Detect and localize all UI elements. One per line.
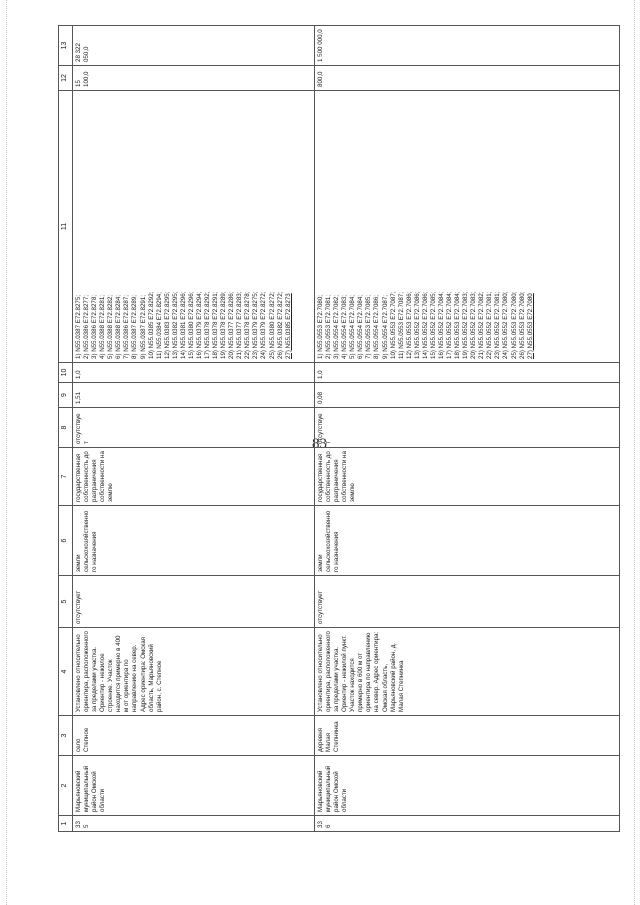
coordinate-item: 26) N55.0553 E72.7080; — [518, 291, 526, 359]
col12-cell: 15 100,0 — [73, 66, 315, 91]
col-header: 6 — [59, 506, 73, 576]
coordinate-item: 17) N55.0552 E72.7084; — [446, 291, 453, 359]
coordinates-cell — [73, 91, 315, 363]
coordinate-item: 8) N55.0387 E72.8289; — [131, 295, 139, 359]
col-header: 7 — [59, 448, 73, 506]
coordinate-item: 4) N55.0554 E72.7083; — [341, 295, 349, 359]
coordinate-item: 21) N55.0377 E72.8283; — [236, 291, 244, 359]
coordinate-item: 12) N55.0553 E72.7086; — [405, 291, 413, 359]
col-header: 9 — [59, 383, 73, 408]
coordinate-item: 14) N55.0381 E72.8296; — [179, 291, 187, 359]
coordinate-item: 27) N55.0553 E72.7080 — [526, 293, 534, 359]
coordinate-item: 23) N55.0379 E72.8275; — [252, 291, 260, 359]
coordinate-item: 18) N55.0553 E72.7084; — [454, 291, 462, 359]
coordinate-item: 18) N55.0378 E72.8291; — [212, 291, 220, 359]
ownership-cell: государственная собственность до разграничения собственности на землю — [73, 448, 315, 506]
col-header: 4 — [59, 628, 73, 716]
col10-cell: 1,0 — [73, 363, 315, 383]
coordinates-cell — [315, 91, 620, 363]
coordinate-item: 1) N55.0387 E72.8275; — [75, 295, 82, 359]
coordinate-item: 12) N55.0383 E72.8295; — [163, 291, 171, 359]
coordinate-item: 4) N55.0388 E72.8281; — [99, 295, 107, 359]
coordinate-item: 11) N55.0384 E72.8294; — [155, 292, 163, 359]
coordinate-item: 13) N55.0552 E72.7086; — [413, 291, 421, 359]
table-row — [73, 26, 315, 832]
coordinate-item: 2) N55.0386 E72.8277; — [83, 295, 91, 359]
row-number: 336 — [315, 816, 620, 832]
coordinate-item: 16) N55.0379 E72.8294; — [195, 291, 203, 359]
coordinate-item: 7) N55.0386 E72.8287; — [123, 295, 131, 359]
coordinate-item: 22) N55.0378 E72.8278; — [244, 291, 252, 359]
coordinate-item: 23) N55.0552 E72.7081; — [494, 291, 502, 359]
coordinate-item: 19) N55.0552 E72.7083; — [462, 291, 470, 359]
land-plots-table — [58, 25, 620, 832]
coordinate-item: 13) N55.0382 E72.8295; — [171, 291, 179, 359]
coordinate-item: 6) N55.0388 E72.8284; — [115, 295, 123, 359]
coordinate-item: 26) N55.0382 E72.8272; — [276, 291, 284, 359]
col-header: 11 — [59, 91, 73, 363]
col8-cell: отсутствует — [315, 408, 620, 448]
settlement-cell: село Степное — [73, 716, 315, 756]
category-cell: земли сельскохозяйственного назначения — [315, 506, 620, 576]
coordinate-item: 20) N55.0377 E72.8286; — [228, 291, 236, 359]
rotated-table-container — [58, 26, 631, 832]
coordinate-item: 16) N55.0552 E72.7084; — [437, 291, 445, 359]
col-header: 10 — [59, 363, 73, 383]
coordinate-item: 11) N55.0553 E72.7087; — [397, 292, 405, 359]
coordinate-list — [75, 94, 293, 359]
col12-cell: 800,0 — [315, 66, 620, 91]
coordinate-list — [317, 94, 535, 359]
category-cell: земли сельскохозяйственного назначения — [73, 506, 315, 576]
col13-cell: 28 322 050,0 — [73, 26, 315, 66]
col-header: 13 — [59, 26, 73, 66]
ownership-cell: государственная собственность до разграничения собственности на землю — [315, 448, 620, 506]
location-cell: Установлено относительно ориентира, расположенного за пределами участка. Ориентир - нежилое строение. Участок находится примерно в 400 м от ориентира по направлению на север. Адрес ориентира: Омская область, Марьяновский район, с. Степное — [73, 628, 315, 716]
col-header: 1 — [59, 816, 73, 832]
col9-cell: 1,51 — [73, 383, 315, 408]
coordinate-item: 15) N55.0552 E72.7085; — [429, 291, 437, 359]
coordinate-item: 19) N55.0378 E72.8289; — [220, 291, 228, 359]
coordinate-item: 10) N55.0553 E72.7087; — [389, 291, 397, 359]
settlement-cell: деревня Малая Степнинка — [315, 716, 620, 756]
district-cell: Марьяновский муниципальный район Омской области — [315, 756, 620, 816]
coordinate-item: 9) N55.0554 E72.7087; — [381, 295, 389, 359]
scan-edge-left — [6, 0, 7, 905]
row-number: 335 — [73, 816, 315, 832]
col8-cell: отсутствует — [73, 408, 315, 448]
col-header: 3 — [59, 716, 73, 756]
coordinate-item: 25) N55.0380 E72.8272; — [268, 291, 276, 359]
coordinate-item: 6) N55.0554 E72.7084; — [357, 295, 365, 359]
coordinate-item: 2) N55.0553 E72.7081; — [325, 295, 333, 359]
scan-edge-right — [634, 0, 635, 905]
encumbrance-cell: отсутствует — [73, 576, 315, 628]
col-header: 2 — [59, 756, 73, 816]
coordinate-item: 1) N55.0553 E72.7080; — [317, 295, 324, 359]
coordinate-item: 9) N55.0387 E72.8291; — [139, 295, 147, 359]
coordinate-item: 3) N55.0386 E72.8278; — [91, 295, 99, 359]
coordinate-item: 27) N55.0385 E72.8273 — [284, 293, 292, 359]
encumbrance-cell: отсутствует — [315, 576, 620, 628]
header-row — [59, 26, 73, 832]
coordinate-item: 5) N55.0554 E72.7084; — [349, 295, 357, 359]
col-header: 5 — [59, 576, 73, 628]
district-cell: Марьяновский муниципальный район Омской области — [73, 756, 315, 816]
coordinate-item: 25) N55.0553 E72.7080; — [510, 291, 518, 359]
coordinate-item: 3) N55.0554 E72.7082; — [333, 295, 341, 359]
col-header: 12 — [59, 66, 73, 91]
coordinate-item: 24) N55.0552 E72.7080; — [502, 291, 510, 359]
coordinate-item: 10) N55.0385 E72.8292; — [147, 291, 155, 359]
coordinate-item: 7) N55.0553 E72.7085; — [365, 295, 373, 359]
col13-cell: 1 500 000,0 — [315, 26, 620, 66]
coordinate-item: 5) N55.0388 E72.8282; — [107, 295, 115, 359]
location-cell: Установлено относительно ориентира, расположенного за пределами участка. Ориентир - нежилой пункт. Участок находится примерно в 600 м от ориентира по направлению на север. Адрес ориентира: Омская область, Марьяновский район, д. Малая Степнинка — [315, 628, 620, 716]
page-number: 83 — [312, 436, 327, 452]
coordinate-item: 24) N55.0379 E72.8272; — [260, 291, 268, 359]
coordinate-item: 22) N55.0552 E72.7081; — [486, 291, 494, 359]
coordinate-item: 17) N55.0378 E72.8292; — [204, 291, 211, 359]
col-header: 8 — [59, 408, 73, 448]
coordinate-item: 21) N55.0552 E72.7082; — [478, 291, 486, 359]
coordinate-item: 15) N55.0380 E72.8296; — [187, 291, 195, 359]
coordinate-item: 8) N55.0554 E72.7086; — [373, 295, 381, 359]
col10-cell: 1,0 — [315, 363, 620, 383]
col9-cell: 0,08 — [315, 383, 620, 408]
coordinate-item: 20) N55.0552 E72.7083; — [470, 291, 478, 359]
table-row — [315, 26, 620, 832]
coordinate-item: 14) N55.0552 E72.7086; — [421, 291, 429, 359]
